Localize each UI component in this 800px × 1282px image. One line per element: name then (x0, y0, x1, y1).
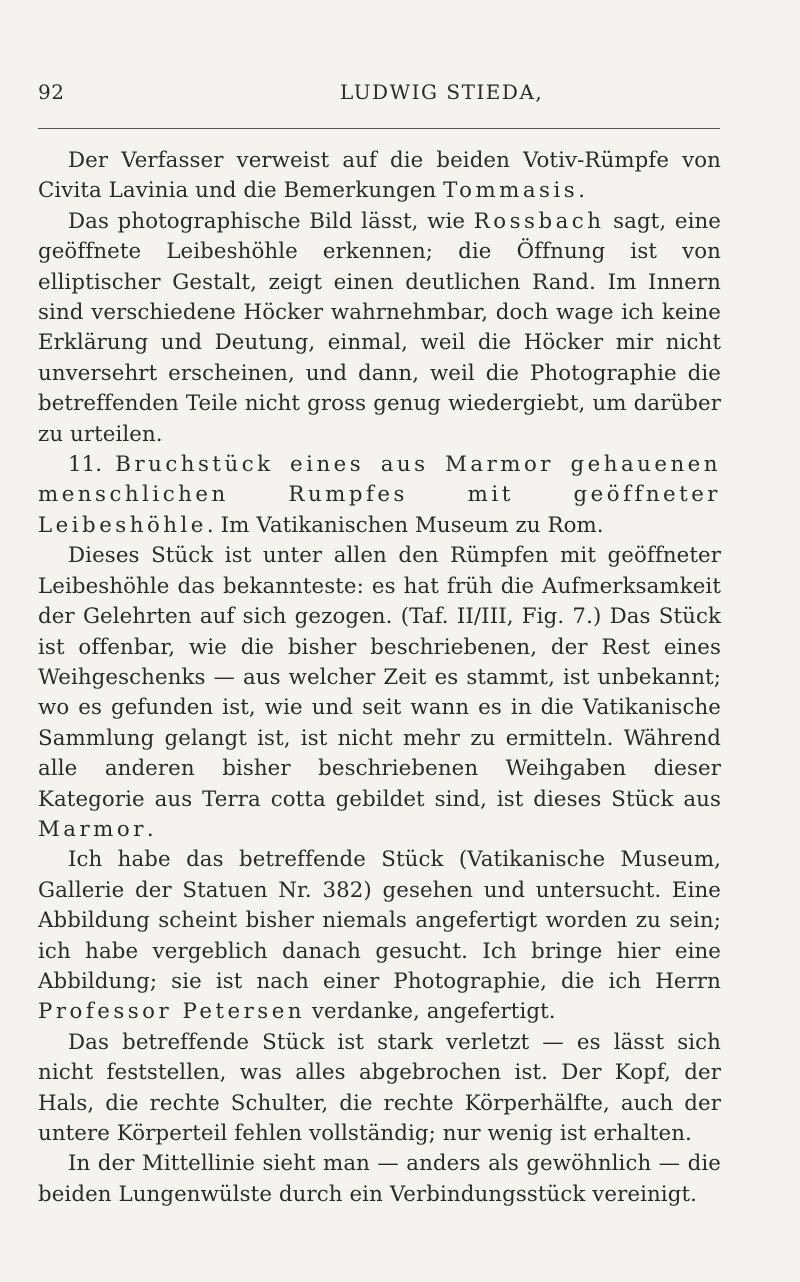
text-run: Das photographische Bild lässt, wie (68, 208, 474, 234)
spaced-emphasis: Tommasis (443, 178, 579, 204)
paragraph (38, 1149, 721, 1210)
spaced-emphasis: Bruchstück eines aus Marmor gehauenen menschlichen Rumpfes mit geöffneter Leibeshöhle (38, 452, 721, 538)
header-rule (38, 128, 720, 129)
paragraph (38, 845, 721, 1027)
text-run: sagt, eine geöffnete Leibeshöhle erkennen; die Öffnung ist von elliptischer Gestalt, zeigt einen deutlichen Rand. Im Innern sind verschiedene Höcker wahrnehmbar, doch wage ich keine Erklärung und Deutung, einmal, weil die Höcker mir nicht unversehrt erscheinen, und dann, weil die Photographie die betreffenden Teile nicht gross genug wiedergiebt, um darüber zu urteilen. (38, 208, 721, 447)
text-run: . Im Vatikanischen Museum zu Rom. (206, 512, 604, 538)
page-header (38, 68, 723, 108)
paragraph (38, 450, 721, 541)
text-run: Ich habe das betreffende Stück (Vatikanische Museum, Gallerie der Statuen Nr. 382) gesehen und untersucht. Eine Abbildung scheint bisher niemals angefertigt worden zu sein; ich habe vergeblich danach gesucht. Ich bringe hier eine Abbildung; sie ist nach einer Photographie, die ich Herrn (38, 847, 721, 994)
paragraph (38, 207, 721, 450)
spaced-emphasis: Rossbach (473, 208, 605, 234)
paragraph (38, 146, 721, 207)
text-run: In der Mittellinie sieht man — anders als gewöhnlich — die beiden Lungenwülste durch ein Verbindungsstück vereinigt. (38, 1151, 721, 1207)
text-run: . (578, 178, 586, 204)
text-run: Der Verfasser verweist auf die beiden Votiv-Rümpfe von Civita Lavinia und die Bemerkungen (38, 148, 721, 204)
page-number: 92 (38, 80, 65, 104)
paragraph (38, 1028, 721, 1150)
text-run: verdanke, angefertigt. (305, 999, 556, 1025)
spaced-emphasis: Marmor (38, 816, 147, 842)
body-text (38, 146, 721, 1210)
text-run: Das betreffende Stück ist stark verletzt — es lässt sich nicht feststellen, was alles abgebrochen ist. Der Kopf, der Hals, die rechte Schulter, die rechte Körperhälfte, auch der untere Körperteil fehlen vollständig; nur wenig ist erhalten. (38, 1029, 721, 1146)
running-head: LUDWIG STIEDA, (340, 80, 544, 104)
paragraph (38, 541, 721, 845)
text-run: . (146, 816, 154, 842)
text-run: 11. (68, 452, 116, 478)
text-run: Dieses Stück ist unter allen den Rümpfen mit geöffneter Leibeshöhle das bekannteste: es hat früh die Aufmerksamkeit der Gelehrten auf sich gezogen. (Taf. II/III, Fig. 7.) Das Stück ist offenbar, wie die bisher beschriebenen, der Rest eines Weihgeschenks — aus welcher Zeit es stammt, ist unbekannt; wo es gefunden ist, wie und seit wann es in die Vatikanische Sammlung gelangt ist, ist nicht mehr zu ermitteln. Während alle anderen bisher beschriebenen Weihgaben dieser Kategorie aus Terra cotta gebildet sind, ist dieses Stück aus (38, 543, 721, 812)
spaced-emphasis: Professor Petersen (38, 999, 306, 1025)
